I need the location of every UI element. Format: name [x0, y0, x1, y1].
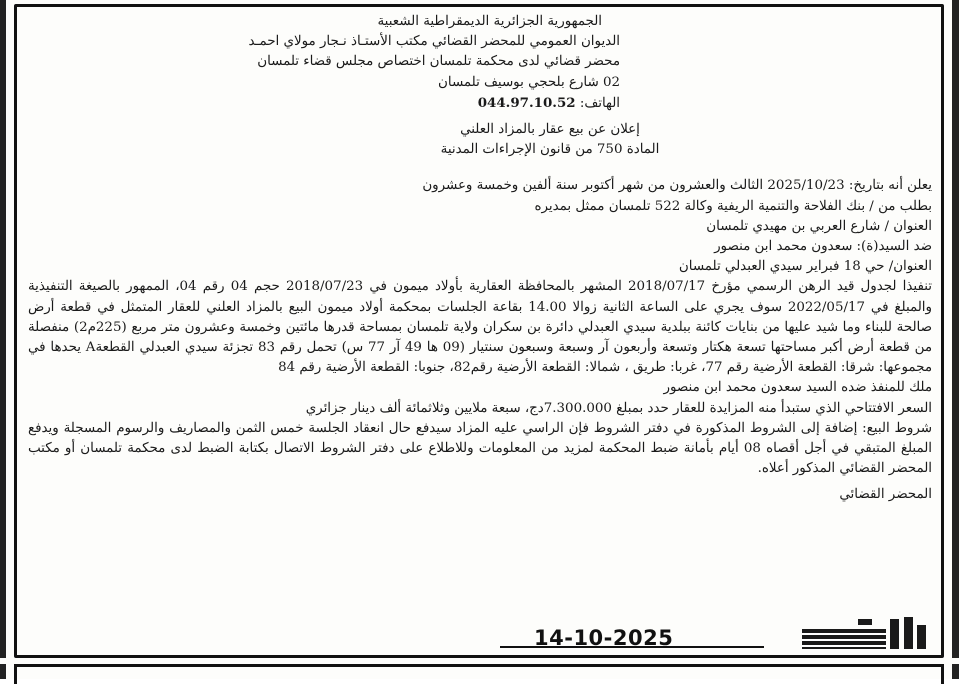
requester-line: بطلب من / بنك الفلاحة والتنمية الريفية وكالة 522 تلمسان ممثل بمديره — [534, 198, 932, 214]
opening-price-line: السعر الافتتاحي الذي ستبدأ منه المزايدة للعقار حدد بمبلغ 7.300.000دج، سبعة ملايين وثلاثمائة ألف دينار جزائري — [305, 400, 932, 416]
jurisdiction-line: محضر قضائي لدى محكمة تلمسان اختصاص مجلس قضاء تلمسان — [257, 54, 620, 70]
next-notice-border — [14, 664, 944, 684]
phone-number: 044.97.10.52 — [477, 94, 576, 111]
phone-label: الهاتف: — [579, 95, 620, 111]
newspaper-logo — [800, 615, 928, 655]
debtor-line: ضد السيد(ة): سعدون محمد ابن منصور — [714, 239, 932, 255]
page-edge-right — [952, 0, 959, 679]
announcement-date-line: يعلن أنه بتاريخ: 2025/10/23 الثالث والعشرون من شهر أكتوبر سنة ألفين وخمسة وعشرون — [422, 178, 932, 194]
notice-title: إعلان عن بيع عقار بالمزاد العلني — [460, 122, 640, 138]
country-line: الجمهورية الجزائرية الديمقراطية الشعبية — [377, 14, 602, 29]
address-line: 02 شارع بلحجي بوسيف تلمسان — [438, 74, 620, 90]
publication-date: 14-10-2025 — [534, 626, 674, 650]
owner-line: ملك للمنفذ ضده السيد سعدون محمد ابن منصور — [663, 380, 932, 396]
notice-content — [28, 12, 932, 506]
debtor-address-line: العنوان/ حي 18 فبراير سيدي العبدلي تلمسان — [678, 259, 932, 275]
page-edge-left — [0, 0, 6, 679]
property-description: تنفيذا لجدول قيد الرهن الرسمي مؤرخ 2018/07/17 المشهر بالمحافظة العقارية بأولاد ميمون في 2018/07/23 حجم 04 رقم 04، الممهور بالصيغة التنفيذية والمبلغ في 2022/05/17 سوف يجري على الساعة الثانية زوالا 14.00 بقاعة الجلسات بمحكمة أولاد ميمون البيع بالمزاد العلني للعقار المتمثل في قطعة أرض صالحة للبناء وما شيد عليها من بنايات كائنة ببلدية سيدي العبدلي دائرة بن سكران ولاية تلمسان بمساحة قدرها مائتين وخمسة وعشرون متر مربع (225م2) منفصلة من قطعة أرض أكبر مساحتها تسعة هكتار وتسعة وأربعون آر وسبعة وسبعون سنتيار (09 ها 49 آر 77 س) تحمل رقم 83 تجزئة سيدي العبدلي القطعةA يحدها في مجموعها: شرقا: القطعة الأرضية رقم 77، غربا: طريق ، شمالا: القطعة الأرضية رقم82، جنوبا: القطعة الأرضية رقم 84 — [28, 279, 933, 376]
notice-article: المادة 750 من قانون الإجراءات المدنية — [440, 142, 660, 158]
requester-address-line: العنوان / شارع العربي بن مهيدي تلمسان — [706, 218, 932, 234]
office-line: الديوان العمومي للمحضر القضائي مكتب الأستـاذ نـجار مولاي احمـد — [248, 34, 620, 50]
bailiff-signature: المحضر القضائي — [839, 487, 932, 503]
phone-line — [28, 93, 932, 114]
sale-conditions: شروط البيع: إضافة إلى الشروط المذكورة في دفتر الشروط فإن الراسي عليه المزاد سيدفع حال انعقاد الجلسة خمس الثمن والمصاريف والرسوم المسجلة ويدفع المبلغ المتبقي في أجل أقصاه 08 أيام بأمانة ضبط المحكمة لمزيد من المعلومات وللاطلاع على دفتر الشروط الاتصال بكتابة الضبط لدى محكمة تلمسان أو مكتب المحضر القضائي المذكور أعلاه. — [28, 420, 932, 477]
